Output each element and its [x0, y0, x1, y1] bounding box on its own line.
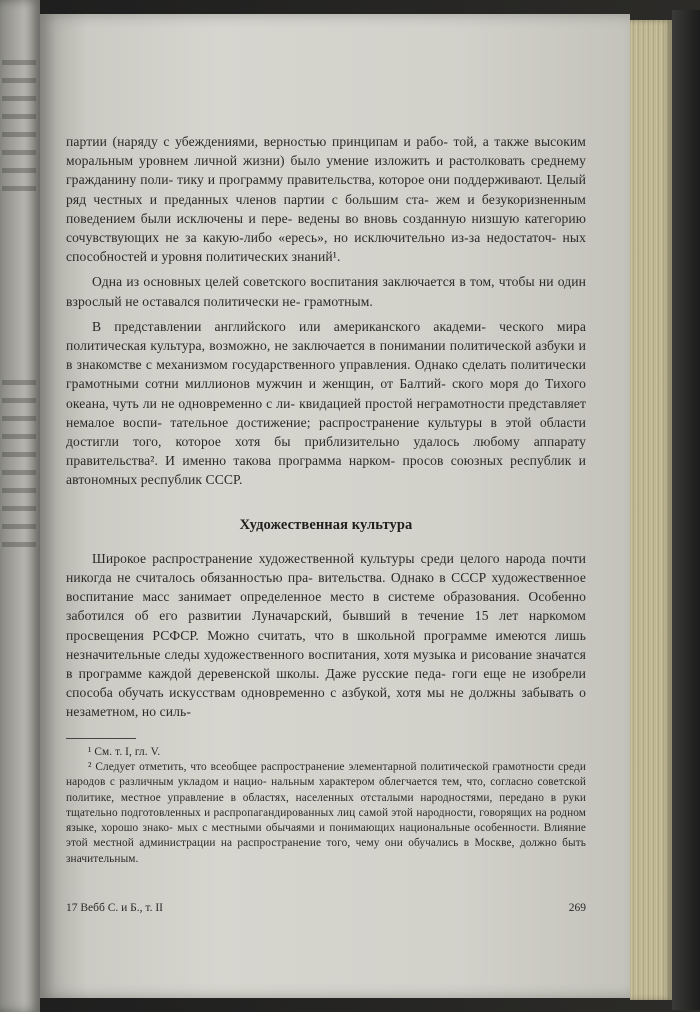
paragraph-2: Одна из основных целей советского воспитания заключается в том, чтобы ни один взрослый не оставался политически не- грамотным. — [66, 274, 586, 309]
paragraph-1: партии (наряду с убеждениями, верностью принципам и рабо- той, а также высоким моральным уровнем личной жизни) было умение изложить и растолковать среднему гражданину поли- тику и программу правительства, которое они поддерживают. Целый ряд честных и преданных членов партии с большим ста- жем и безукоризненным поведением были исключены и пере- ведены во вновь созданную низшую категорию сочувствующих не за какую-либо «ересь», но исключительно из-за недостаточ- ных способностей и уровня политических знаний¹. — [66, 134, 586, 265]
footnote-2: ² Следует отметить, что всеобщее распространение элементарной политической грамотности среди народов с различным укладом и нацио- нальным характером облегчается тем, что, согласно советской политике, местное управление в областях, населенных отсталыми народностями, передано в руки тщательно подготовленных и распропагандированных лиц самой этой народности, говорящих на родном языке, хорошо знако- мых с местными обычаями и понимающих национальные особенности. Влияние этой местной администрации на распространение того, чему они обучались в Москве, должно быть значительным. — [66, 760, 586, 865]
book-cover-edge — [672, 10, 700, 1010]
page-footer — [66, 902, 586, 914]
page-block-edge — [630, 20, 672, 1000]
page-body — [66, 132, 586, 867]
printer-signature: 17 Вебб С. и Б., т. II — [66, 902, 163, 914]
book-page — [40, 14, 630, 998]
footnote-1: ¹ См. т. I, гл. V. — [88, 745, 161, 758]
section-heading: Художественная культура — [239, 516, 413, 533]
left-page-edge — [0, 0, 40, 1012]
section-paragraph: Широкое распространение художественной культуры среди целого народа почти никогда не считалось обязанностью пра- вительства. Однако в СССР художественное воспитание масс занимает определенное место в системе образования. Особенно заботился об его развитии Луначарский, бывший в течение 15 лет наркомом просвещения РСФСР. Можно считать, что в школьной программе имеются лишь незначительные следы художественного воспитания, хотя музыка и рисование значатся в программе каждой деревенской школы. Даже русские педа- гоги еще не изобрели способа обучать искусствам одновременно с азбукой, хотя мы не должны забывать о незаметном, но силь- — [66, 550, 586, 720]
footnotes — [66, 745, 586, 867]
page-number: 269 — [568, 902, 586, 914]
footnote-divider — [66, 738, 136, 739]
paragraph-3: В представлении английского или американского академи- ческого мира политическая культура, возможно, не заключается в понимании политической азбуки и в знакомстве с механизмом государственного управления. Однако сделать политически грамотными сотни миллионов мужчин и женщин, от Балтий- ского моря до Тихого океана, чуть ли не одновременно с ли- квидацией простой неграмотности представляет немалое воспи- тательное достижение; распространение культуры в этой области достигли того, которое хотя бы приблизительно удалось любому аппарату правительства². И именно такова программа нарком- просов союзных республик и автономных республик СССР. — [66, 318, 586, 488]
